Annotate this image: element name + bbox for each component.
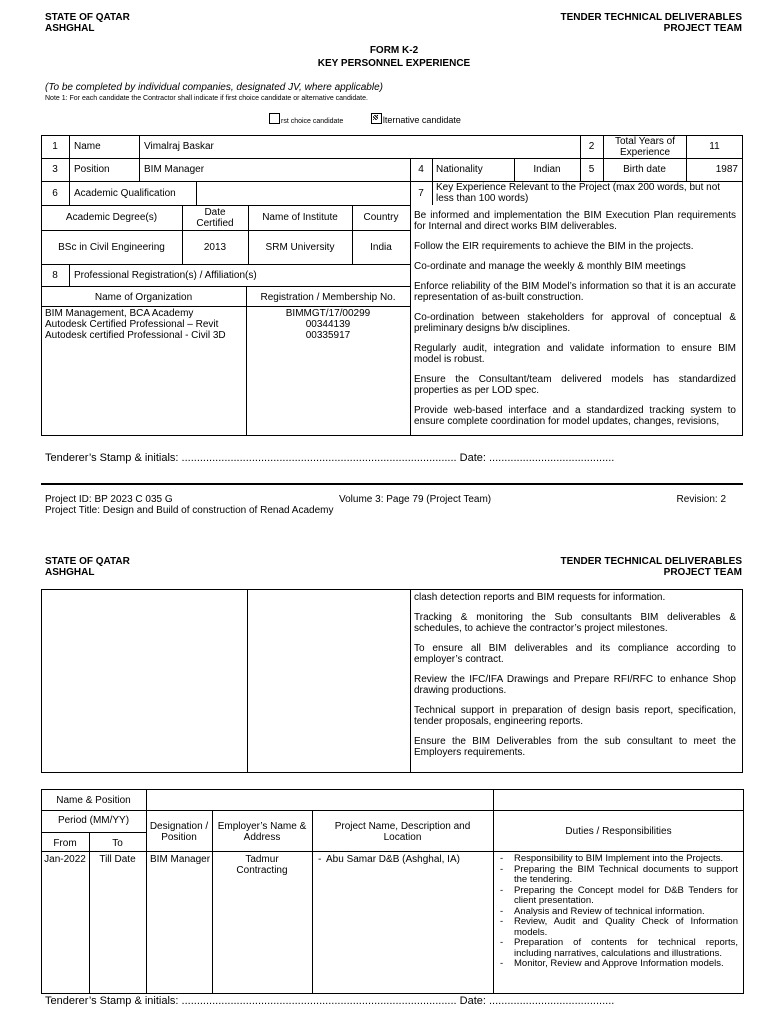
experience-item: clash detection reports and BIM requests for information. [414,592,666,603]
instruction: (To be completed by individual companies, designated JV, where applicable) [45,82,383,93]
row1-number: 1 [52,141,58,152]
note: Note 1: For each candidate the Contractor shall indicate if first choice candidate or alternative candidate. [45,95,368,102]
duty-item: - Preparation of contents for technical reports, including narratives, calculations and illustrations. [496,938,738,959]
name-value: Vimalraj Baskar [144,141,214,152]
duty-item: - Preparing the BIM Technical documents to support the tendering. [496,865,738,886]
project-value: - Abu Samar D&B (Ashghal, IA) [316,854,500,865]
experience-item: Review the IFC/IFA Drawings and Prepare RFI/RFC to enhance Shop drawing productions. [414,674,736,696]
org-header: Name of Organization [94,292,193,303]
footer-volume: Volume 3: Page 79 (Project Team) [339,494,492,505]
experience-item: Enforce reliability of the BIM Model’s information so that it is an accurate representation of as-built construction. [414,281,736,303]
footer-project-title: Project Title: Design and Build of construction of Renad Academy [45,505,334,516]
reg-num-item: 00335917 [305,330,351,341]
alternative-label: lternative candidate [382,115,461,125]
reg-org-item: Autodesk Certified Professional – Revit [45,319,219,330]
academic-label: Academic Qualification [74,188,176,199]
experience-item: Co-ordinate and manage the weekly & monthly BIM meetings [414,261,686,272]
duty-item: - Monitor, Review and Approve Information models. [496,959,738,970]
institute-header: Name of Institute [262,212,338,223]
row4-number: 4 [418,164,424,175]
page2-header-right [561,556,743,578]
row2-number: 2 [588,141,595,152]
date-header: Date Certified [196,207,234,229]
project-header: Project Name, Description and Location [334,821,471,843]
experience-item: Co-ordination between stakeholders for approval of conceptual & preliminary designs b/w disciplines. [414,312,736,334]
footer-revision: Revision: 2 [676,494,726,505]
header-project-team: PROJECT TEAM [663,567,742,578]
stamp-initials-line: Tenderer’s Stamp & initials: .......................................................................................... Date: ......................................... [45,995,615,1007]
registration-label: Professional Registration(s) / Affiliation(s) [74,270,257,281]
key-exp-label: Key Experience Relevant to the Project (max 200 words, but not less than 100 words) [436,182,721,204]
designation-value: BIM Manager [150,854,211,865]
form-subtitle: KEY PERSONNEL EXPERIENCE [317,58,471,69]
position-label: Position [74,164,110,175]
header-deliverables: TENDER TECHNICAL DELIVERABLES [560,12,742,23]
footer-project-id: Project ID: BP 2023 C 035 G [45,494,173,505]
institute-value: SRM University [265,242,335,253]
name-position-header: Name & Position [56,795,131,806]
header-deliverables: TENDER TECHNICAL DELIVERABLES [560,556,742,567]
experience-item: Technical support in preparation of design basis report, specification, tender proposals, engineering reports. [414,705,736,727]
candidate-choice [269,113,461,126]
page1-header-right [561,12,743,34]
first-choice-checkbox[interactable] [269,113,280,124]
period-header: Period (MM/YY) [57,815,130,826]
experience-item: Provide web-based interface and a standardized tracking system to ensure complete coordination for model updates, changes, revisions, [414,405,736,427]
country-value: India [370,242,392,253]
form-title-block [0,44,768,70]
duty-item: - Analysis and Review of technical information. [496,907,738,918]
reg-num-item: BIMMGT/17/00299 [285,308,371,319]
page2-header-left [45,556,130,578]
header-ashghal: ASHGHAL [45,23,95,34]
experience-item: Be informed and implementation the BIM Execution Plan requirements for Internal and direct works BIM deliverables. [414,210,736,232]
to-value: Till Date [99,854,136,865]
reg-org-list [45,308,226,341]
header-state: STATE OF QATAR [45,12,130,23]
alternative-checkbox[interactable] [371,113,382,124]
experience-item: Tracking & monitoring the Sub consultants BIM deliverables & schedules, to achieve the contractor’s project milestones. [414,612,736,634]
duty-item: - Responsibility to BIM Implement into the Projects. [496,854,738,865]
degree-header: Academic Degree(s) [65,212,158,223]
header-ashghal: ASHGHAL [45,567,95,578]
form-title: FORM K-2 [369,45,419,56]
experience-continued-text [410,592,740,758]
to-header: To [112,838,123,849]
reg-num-item: 00344139 [305,319,351,330]
from-header: From [53,838,77,849]
duties-list [496,854,738,970]
from-value: Jan-2022 [44,854,86,865]
key-experience-text [410,207,740,435]
experience-item: To ensure all BIM deliverables and its compliance according to employer’s contract. [414,643,736,665]
reg-num-list [246,308,410,341]
row7-number: 7 [418,188,424,199]
country-header: Country [363,212,399,223]
stamp-initials-line: Tenderer’s Stamp & initials: .......................................................................................... Date: ......................................... [45,452,615,464]
employer-header: Employer’s Name & Address [217,821,307,843]
row5-number: 5 [588,164,595,175]
header-state: STATE OF QATAR [45,556,130,567]
name-label: Name [74,141,101,152]
total-years-label: Total Years of Experience [614,136,676,158]
row6-number: 6 [52,188,58,199]
nationality-label: Nationality [436,164,483,175]
date-value: 2013 [203,242,227,253]
first-choice-label: rst choice candidate [281,118,344,125]
experience-item: Follow the EIR requirements to achieve the BIM in the projects. [414,241,694,252]
reg-header: Registration / Membership No. [260,292,396,303]
total-years-value: 11 [709,141,720,152]
experience-item: Regularly audit, integration and validate information to ensure BIM model is robust. [414,343,736,365]
birth-value: 1987 [715,164,738,175]
degree-value: BSc in Civil Engineering [58,242,165,253]
birth-label: Birth date [623,164,666,175]
experience-item: Ensure the BIM Deliverables from the sub consultant to meet the Employers requirements. [414,736,736,758]
row3-number: 3 [52,164,58,175]
duty-item: - Preparing the Concept model for D&B Tenders for client presentation. [496,886,738,907]
duties-header: Duties / Responsibilities [565,826,672,837]
duty-item: - Review, Audit and Quality Check of Information models. [496,917,738,938]
row8-number: 8 [52,270,58,281]
nationality-value: Indian [533,164,561,175]
page1-footer-rule [41,483,743,485]
designation-header: Designation / Position [149,821,209,843]
page1-header-left [45,12,130,34]
reg-org-item: BIM Management, BCA Academy [45,308,194,319]
position-value: BIM Manager [144,164,205,175]
header-project-team: PROJECT TEAM [663,23,742,34]
employer-value: Tadmur Contracting [236,854,288,876]
reg-org-item: Autodesk certified Professional - Civil 3D [45,330,226,341]
experience-item: Ensure the Consultant/team delivered models has standardized properties as per LOD spec. [414,374,736,396]
